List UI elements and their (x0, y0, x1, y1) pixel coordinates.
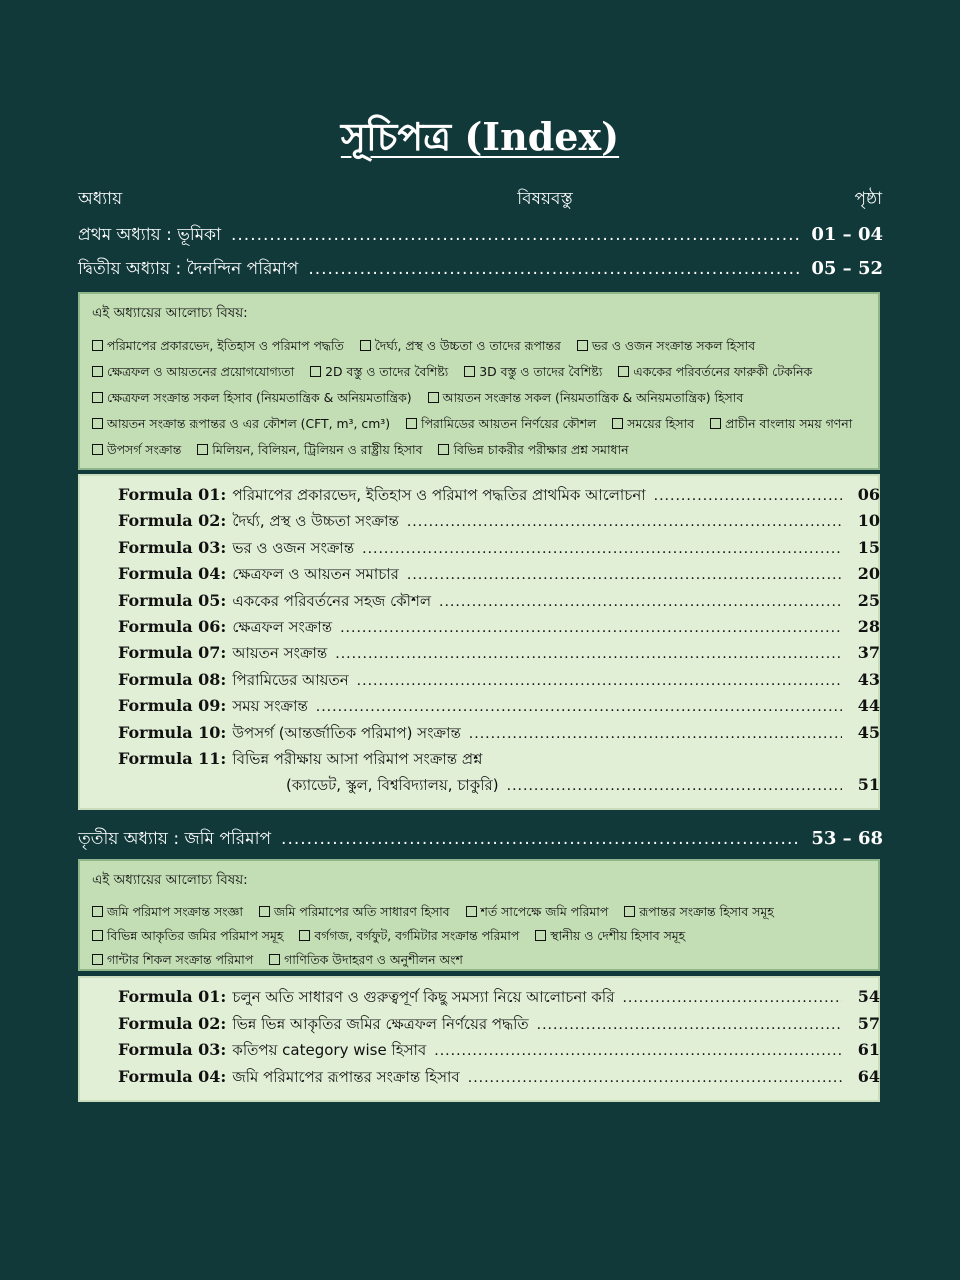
topic-item (92, 952, 253, 967)
formula-text: আয়তন সংক্রান্ত (232, 644, 328, 663)
leader-dots (434, 1043, 842, 1059)
checkbox-icon (406, 418, 417, 429)
chapter-3-line (78, 826, 883, 854)
checkbox-icon (92, 366, 103, 377)
leader-dots (537, 1017, 842, 1033)
checkbox-icon (612, 418, 623, 429)
topic-item (428, 390, 744, 405)
formula-page: 37 (857, 643, 880, 663)
formula-label: Formula 09: (118, 696, 227, 716)
formula-text: সময় সংক্রান্ত (232, 697, 308, 716)
topic-text: স্থানীয় ও দেশীয় হিসাব সমূহ (550, 928, 686, 943)
topic-text: সময়ের হিসাব (627, 416, 695, 431)
header-subject: বিষয়বস্তু (517, 189, 573, 209)
formula-page: 43 (857, 669, 880, 689)
topic-item (92, 364, 294, 379)
formula-page: 61 (857, 1040, 880, 1059)
topic-text: জমি পরিমাপ সংক্রান্ত সংজ্ঞা (107, 904, 243, 919)
topics-list (92, 900, 866, 972)
topic-text: বিভিন্ন চাকরীর পরীক্ষার প্রশ্ন সমাধান (453, 442, 629, 457)
checkbox-icon (197, 444, 208, 455)
topics-title: এই অধ্যায়ের আলোচ্য বিষয়: (92, 872, 248, 888)
topic-item (535, 928, 685, 943)
checkbox-icon (310, 366, 321, 377)
formula-row (118, 590, 880, 615)
topic-text: প্রাচীন বাংলায় সময় গণনা (725, 416, 853, 431)
formula-label: Formula 03: (118, 1040, 227, 1059)
formula-row (118, 1066, 880, 1091)
formula-row (118, 1039, 880, 1064)
header-chapter: অধ্যায় (78, 189, 123, 209)
topic-item (464, 364, 602, 379)
leader-dots (231, 225, 801, 245)
leader-dots (308, 259, 801, 279)
formula-label: Formula 01: (118, 987, 227, 1006)
formula-label: Formula 03: (118, 537, 227, 557)
leader-dots (335, 646, 842, 662)
formula-page: 10 (857, 511, 880, 531)
formula-11-continuation (286, 774, 880, 799)
topic-item (577, 338, 755, 353)
checkbox-icon (92, 392, 103, 403)
checkbox-icon (92, 418, 103, 429)
topic-item (269, 952, 463, 967)
formula-page: 28 (857, 617, 880, 636)
checkbox-icon (92, 906, 103, 917)
leader-dots (362, 541, 842, 557)
page-title: সূচিপত্র (Index) (340, 114, 620, 159)
chapter-name: তৃতীয় অধ্যায় : জমি পরিমাপ (78, 829, 272, 849)
header-page: পৃষ্ঠা (854, 189, 882, 209)
topic-item (618, 364, 812, 379)
leader-dots (340, 620, 842, 636)
topic-item (197, 442, 422, 457)
chapter-pages: 05 – 52 (811, 258, 883, 279)
formula-text: দৈর্ঘ্য, প্রস্থ ও উচ্চতা সংক্রান্ত (232, 512, 399, 531)
checkbox-icon (92, 340, 103, 351)
topic-text: মিলিয়ন, বিলিয়ন, ট্রিলিয়ন ও রাষ্ট্রীয় হিসাব (212, 442, 423, 457)
chapter-pages: 53 – 68 (811, 828, 883, 849)
topic-text: উপসর্গ সংক্রান্ত (107, 442, 182, 457)
topic-text: ক্ষেত্রফল সংক্রান্ত সকল হিসাব (নিয়মতান্ত্রিক & অনিয়মতান্ত্রিক) (107, 390, 412, 405)
formula-row (118, 1013, 880, 1038)
topic-item (406, 416, 596, 431)
topic-item (92, 338, 344, 353)
formula-text: (ক্যাডেট, স্কুল, বিশ্ববিদ্যালয়, চাকুরি) (286, 776, 499, 795)
topic-text: বিভিন্ন আকৃতির জমির পরিমাপ সমূহ (107, 928, 284, 943)
formula-text: এককের পরিবর্তনের সহজ কৌশল (232, 591, 432, 610)
topic-text: আয়তন সংক্রান্ত রূপান্তর ও এর কৌশল (CFT, m³, cm³) (107, 416, 391, 431)
leader-dots (316, 699, 842, 715)
chapter-1-line (78, 222, 883, 250)
leader-dots (622, 990, 842, 1006)
formula-row (118, 537, 880, 562)
formula-label: Formula 04: (118, 564, 227, 584)
leader-dots (507, 778, 842, 794)
formula-row (118, 695, 880, 720)
checkbox-icon (259, 906, 270, 917)
formula-row (118, 986, 880, 1011)
topic-item (92, 928, 283, 943)
checkbox-icon (618, 366, 629, 377)
formula-text: ক্ষেত্রফল সংক্রান্ত (232, 618, 333, 636)
topic-item (92, 390, 412, 405)
checkbox-icon (92, 930, 103, 941)
topic-text: 2D বস্তু ও তাদের বৈশিষ্ট্য (325, 364, 449, 379)
checkbox-icon (466, 906, 477, 917)
topic-text: পিরামিডের আয়তন নির্ণয়ের কৌশল (421, 416, 597, 431)
topic-item (259, 904, 450, 919)
formula-page: 15 (857, 537, 880, 557)
topic-text: আয়তন সংক্রান্ত সকল (নিয়মতান্ত্রিক & অনিয়মতান্ত্রিক) হিসাব (442, 390, 744, 405)
chapter-pages: 01 – 04 (811, 224, 883, 245)
topic-item (360, 338, 561, 353)
topic-item (612, 416, 694, 431)
formula-page: 44 (857, 696, 880, 716)
formula-text: পরিমাপের প্রকারভেদ, ইতিহাস ও পরিমাপ পদ্ধতির প্রাথমিক আলোচনা (232, 486, 646, 504)
formula-page: 20 (857, 564, 880, 584)
topic-item (710, 416, 852, 431)
checkbox-icon (464, 366, 475, 377)
chapter-2-line (78, 256, 883, 284)
topic-text: দৈর্ঘ্য, প্রস্থ ও উচ্চতা ও তাদের রূপান্তর (374, 338, 561, 353)
formula-label: Formula 08: (118, 669, 227, 689)
formula-row (118, 722, 880, 747)
topic-text: ভর ও ওজন সংক্রান্ত সকল হিসাব (591, 338, 756, 353)
checkbox-icon (92, 954, 103, 965)
leader-dots (654, 488, 842, 504)
topic-text: বর্গগজ, বর্গফুট, বর্গমিটার সংক্রান্ত পরিমাপ (314, 928, 520, 943)
chapter-3-topics-box (78, 859, 880, 971)
topic-text: গাণিতিক উদাহরণ ও অনুশীলন অংশ (284, 952, 463, 967)
checkbox-icon (299, 930, 310, 941)
topic-item (624, 904, 774, 919)
topics-title: এই অধ্যায়ের আলোচ্য বিষয়: (92, 305, 248, 321)
topic-text: রূপান্তর সংক্রান্ত হিসাব সমূহ (639, 904, 774, 919)
topic-item (92, 904, 243, 919)
formula-label: Formula 02: (118, 1013, 227, 1033)
checkbox-icon (428, 392, 439, 403)
formula-page: 51 (857, 775, 880, 795)
topic-item (438, 442, 628, 457)
topic-text: পরিমাপের প্রকারভেদ, ইতিহাস ও পরিমাপ পদ্ধতি (107, 338, 344, 353)
formula-text: বিভিন্ন পরীক্ষায় আসা পরিমাপ সংক্রান্ত প্রশ্ন (232, 750, 483, 768)
formula-label: Formula 02: (118, 511, 227, 531)
formula-text: ভিন্ন ভিন্ন আকৃতির জমির ক্ষেত্রফল নির্ণয়ের পদ্ধতি (232, 1014, 529, 1033)
formula-label: Formula 07: (118, 643, 227, 663)
formula-text: ক্ষেত্রফল ও আয়তন সমাচার (232, 565, 399, 584)
formula-row (118, 669, 880, 694)
checkbox-icon (577, 340, 588, 351)
leader-dots (468, 1070, 842, 1086)
checkbox-icon (360, 340, 371, 351)
leader-dots (407, 567, 842, 583)
checkbox-icon (535, 930, 546, 941)
leader-dots (357, 673, 842, 689)
formula-page: 25 (857, 590, 880, 610)
checkbox-icon (92, 444, 103, 455)
topic-text: ক্ষেত্রফল ও আয়তনের প্রয়োগযোগ্যতা (107, 364, 295, 379)
chapter-name: প্রথম অধ্যায় : ভূমিকা (78, 225, 221, 245)
formula-label: Formula 06: (118, 617, 227, 636)
formula-page: 45 (857, 722, 880, 742)
formula-row (118, 616, 880, 641)
topic-item (92, 416, 390, 431)
topic-item (92, 442, 181, 457)
leader-dots (439, 594, 842, 610)
topic-item (310, 364, 448, 379)
formula-page: 57 (857, 1013, 880, 1033)
formula-page: 06 (857, 485, 880, 504)
chapter-name: দ্বিতীয় অধ্যায় : দৈনন্দিন পরিমাপ (78, 259, 299, 279)
formula-row (118, 563, 880, 588)
formula-text: পিরামিডের আয়তন (232, 670, 349, 689)
topic-text: এককের পরিবর্তনের ফারুকী টেকনিক (633, 364, 813, 379)
formula-text: চলুন অতি সাধারণ ও গুরুত্বপূর্ণ কিছু সমস্যা নিয়ে আলোচনা করি (232, 988, 615, 1006)
checkbox-icon (710, 418, 721, 429)
formula-text: উপসর্গ (আন্তর্জাতিক পরিমাপ) সংক্রান্ত (232, 723, 461, 742)
topic-text: গান্টার শিকল সংক্রান্ত পরিমাপ (107, 952, 254, 967)
topic-text: শর্ত সাপেক্ষে জমি পরিমাপ (480, 904, 609, 919)
formula-label: Formula 11: (118, 749, 227, 768)
topic-item (299, 928, 519, 943)
formula-row (118, 748, 880, 773)
formula-label: Formula 01: (118, 485, 227, 504)
formula-row (118, 484, 880, 509)
formula-page: 54 (857, 987, 880, 1006)
formula-label: Formula 05: (118, 590, 227, 610)
checkbox-icon (438, 444, 449, 455)
topic-item (466, 904, 609, 919)
formula-text: ভর ও ওজন সংক্রান্ত (232, 538, 355, 557)
leader-dots (469, 726, 842, 742)
formula-label: Formula 04: (118, 1066, 227, 1086)
formula-text: জমি পরিমাপের রূপান্তর সংক্রান্ত হিসাব (232, 1067, 460, 1086)
topics-list (92, 333, 866, 463)
formula-page: 64 (857, 1066, 880, 1086)
topic-text: 3D বস্তু ও তাদের বৈশিষ্ট্য (479, 364, 603, 379)
formula-text: কতিপয় category wise হিসাব (232, 1041, 427, 1059)
topic-text: জমি পরিমাপের অতি সাধারণ হিসাব (273, 904, 450, 919)
chapter-3-formulas-box (78, 976, 880, 1102)
formula-row (118, 510, 880, 535)
leader-dots (281, 829, 801, 849)
chapter-2-formulas-box (78, 474, 880, 810)
checkbox-icon (624, 906, 635, 917)
leader-dots (407, 514, 842, 530)
chapter-2-topics-box (78, 292, 880, 470)
formula-label: Formula 10: (118, 722, 227, 742)
formula-row (118, 642, 880, 667)
checkbox-icon (269, 954, 280, 965)
